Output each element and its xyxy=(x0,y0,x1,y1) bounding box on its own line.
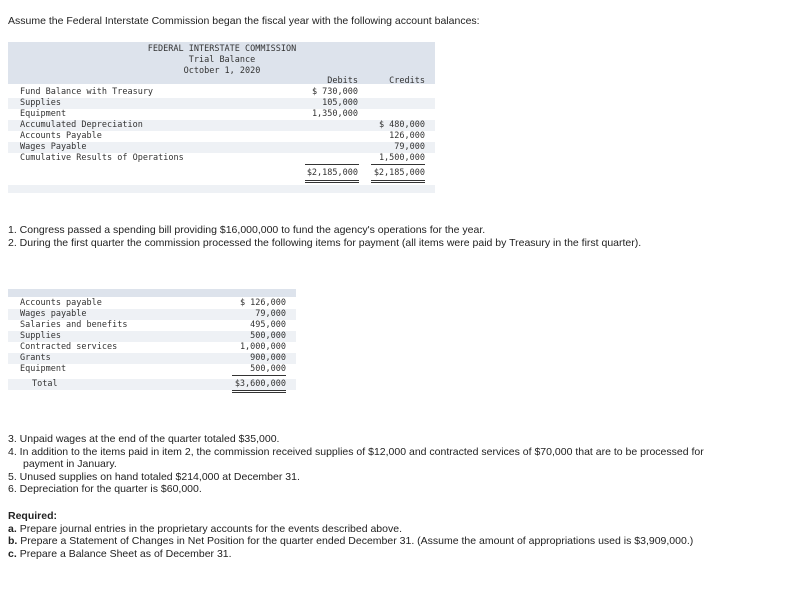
events-list-2 xyxy=(8,433,713,496)
table-row xyxy=(8,87,435,98)
payment-item: Grants xyxy=(20,353,51,363)
subtotal-rule-debits xyxy=(305,164,359,165)
account-name: Wages Payable xyxy=(20,142,87,152)
table-row xyxy=(8,320,296,331)
payment-amount: 500,000 xyxy=(250,364,286,374)
payment-item: Accounts payable xyxy=(20,298,102,308)
payment-item: Wages payable xyxy=(20,309,87,319)
table-row xyxy=(8,131,435,142)
tb-title-date: October 1, 2020 xyxy=(183,66,261,76)
payment-amount: 1,000,000 xyxy=(239,342,286,352)
total-row xyxy=(8,379,296,390)
payment-item: Equipment xyxy=(20,364,67,374)
subtotal-rule-credits xyxy=(371,164,425,165)
payment-amount: 495,000 xyxy=(250,320,286,330)
table-row xyxy=(8,353,296,364)
debit-amount: 1,350,000 xyxy=(311,109,358,119)
payments-header-band xyxy=(8,289,296,297)
payment-item: Salaries and benefits xyxy=(20,320,128,330)
double-rule-2 xyxy=(232,392,286,393)
payment-item: Contracted services xyxy=(20,342,118,352)
required-a-label: a. xyxy=(8,522,17,535)
total-debits: $2,185,000 xyxy=(306,168,358,178)
credit-amount: 79,000 xyxy=(394,142,425,152)
account-name: Fund Balance with Treasury xyxy=(20,87,154,97)
required-section xyxy=(8,510,708,560)
total-credits: $2,185,000 xyxy=(373,168,425,178)
credit-amount: 1,500,000 xyxy=(378,153,425,163)
account-name: Equipment xyxy=(20,109,67,119)
table-row xyxy=(8,109,435,120)
debits-header: Debits xyxy=(327,76,358,86)
account-name: Accumulated Depreciation xyxy=(20,120,143,130)
required-a xyxy=(8,523,708,536)
double-rule-debits-2 xyxy=(305,182,359,183)
table-row xyxy=(8,342,296,353)
required-a-text: Prepare journal entries in the proprietary accounts for the events described above. xyxy=(19,522,402,535)
event-5: 5. Unused supplies on hand totaled $214,000 at December 31. xyxy=(8,470,300,483)
required-b-label: b. xyxy=(8,535,18,547)
table-row xyxy=(8,331,296,342)
payments-table xyxy=(8,289,296,395)
subtotal-rule xyxy=(232,375,286,376)
required-c-text: Prepare a Balance Sheet as of December 31. xyxy=(19,547,232,560)
payment-item: Supplies xyxy=(20,331,61,341)
debit-amount: 105,000 xyxy=(322,98,358,108)
event-4: 4. In addition to the items paid in item 2, the commission received supplies of $12,000 and contracted services of $70,000 that are to be processed for payment in January. xyxy=(8,445,704,470)
event-1: 1. Congress passed a spending bill providing $16,000,000 to fund the agency's operations for the year. xyxy=(8,224,486,236)
debit-amount: $ 730,000 xyxy=(311,87,358,97)
payment-amount: $ 126,000 xyxy=(239,298,286,308)
event-2: 2. During the first quarter the commission processed the following items for payment (all items were paid by Treasury in the first quarter). xyxy=(8,236,642,249)
event-6: 6. Depreciation for the quarter is $60,000. xyxy=(8,483,202,495)
table-footer-band xyxy=(8,185,435,193)
credit-amount: $ 480,000 xyxy=(378,120,425,130)
required-c xyxy=(8,548,708,561)
payment-amount: 900,000 xyxy=(250,353,286,363)
total-label: Total xyxy=(32,379,58,389)
required-heading: Required: xyxy=(8,510,58,522)
tb-title-statement: Trial Balance xyxy=(188,55,256,65)
event-3: 3. Unpaid wages at the end of the quarter totaled $35,000. xyxy=(8,433,280,445)
table-row xyxy=(8,120,435,131)
table-row xyxy=(8,364,296,375)
payment-amount: 500,000 xyxy=(250,331,286,341)
trial-balance-table xyxy=(8,42,435,192)
double-rule-credits-2 xyxy=(371,182,425,183)
events-list-1 xyxy=(8,224,708,249)
total-amount: $3,600,000 xyxy=(234,379,286,389)
intro-text: Assume the Federal Interstate Commission began the fiscal year with the following account balances: xyxy=(8,15,480,27)
credits-header: Credits xyxy=(389,76,425,86)
tb-title-entity: FEDERAL INTERSTATE COMMISSION xyxy=(147,44,297,54)
table-row xyxy=(8,142,435,153)
required-c-label: c. xyxy=(8,547,17,560)
double-rule-debits-1 xyxy=(305,180,359,181)
table-row xyxy=(8,309,296,320)
payment-amount: 79,000 xyxy=(255,309,286,319)
double-rule-1 xyxy=(232,390,286,391)
table-row xyxy=(8,153,435,164)
double-rule-credits-1 xyxy=(371,180,425,181)
table-row xyxy=(8,98,435,109)
credit-amount: 126,000 xyxy=(389,131,425,141)
account-name: Supplies xyxy=(20,98,61,108)
required-b xyxy=(8,535,708,548)
required-b-text: Prepare a Statement of Changes in Net Position for the quarter ended December 31. (Assume the amount of appropriations used is $3,909,000.) xyxy=(20,535,694,547)
account-name: Cumulative Results of Operations xyxy=(20,153,184,163)
account-name: Accounts Payable xyxy=(20,131,102,141)
totals-row xyxy=(8,168,435,179)
table-row xyxy=(8,298,296,309)
